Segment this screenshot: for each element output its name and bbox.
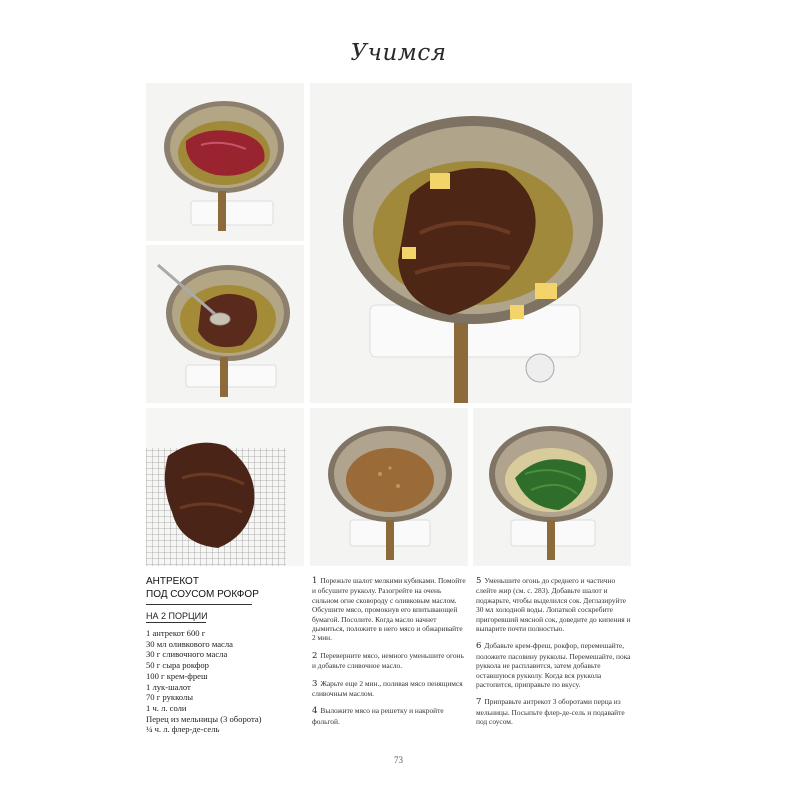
step-7 [476, 697, 632, 726]
title-divider [146, 604, 252, 605]
ingredient-item: 100 г крем-фреш [146, 670, 208, 681]
step-text: Жарьте еще 2 мин., поливая мясо пенящимся сливочным маслом. [312, 678, 463, 699]
ingredient-item: Перец из мельницы (3 оборота) [146, 713, 262, 724]
step-number: 6 [476, 641, 482, 652]
step-number: 7 [476, 697, 482, 708]
step-text: Добавьте крем-фреш, рокфор, перемешайте, положите пасовину рукколы. Перемешайте, пока руккола не расплавится, затем добавьте оставшуюся рукколу. Когда вся руккола растопится, приправьте по вкусу. [476, 641, 631, 690]
step-number: 2 [312, 650, 318, 661]
step-photo-raw-steak [146, 83, 304, 241]
step-number: 5 [476, 576, 482, 586]
ingredient-item: 1 антрекот 600 г [146, 628, 206, 638]
recipe-title [146, 575, 306, 601]
page-number: 73 [394, 755, 403, 765]
page-title: Учимся [350, 40, 447, 66]
ingredient-item: 50 г сыра рокфор [146, 660, 209, 671]
ingredient-item: 1 ч. л. соли [146, 702, 187, 713]
servings-label: НА 2 ПОРЦИИ [146, 611, 208, 621]
step-text: Уменьшите огонь до среднего и частично слейте жир (см. с. 283). Добавьте шалот и поджарьте, чтобы выделился сок. Деглазируйте 30 мл холодной воды. Лопаткой соскребите пригоревший мясной сок, доведите до кипения и выпарите почти полностью. [476, 576, 631, 634]
ingredient-item: 30 мл оливкового масла [146, 638, 233, 649]
step-photo-frying-with-butter [310, 83, 632, 403]
step-4 [312, 706, 468, 726]
ingredient-item: ¼ ч. л. флер-де-сель [146, 724, 220, 735]
servings-divider [146, 622, 206, 623]
step-photo-basting [146, 245, 304, 403]
step-text: Переверните мясо, немного уменьшите огонь и добавьте сливочное масло. [312, 650, 464, 671]
ingredient-item: 30 г сливочного масла [146, 649, 228, 660]
step-5 [476, 576, 632, 633]
step-number: 1 [312, 576, 318, 586]
ingredient-list [146, 628, 306, 735]
ingredient-item: 1 лук-шалот [146, 681, 191, 692]
step-text: Выложите мясо на решетку и накройте фольгой. [312, 706, 444, 726]
steps-column-1 [312, 576, 468, 734]
step-1 [312, 576, 468, 643]
steps-column-2 [476, 576, 632, 735]
step-2 [312, 651, 468, 671]
step-number: 4 [312, 706, 318, 717]
step-photo-sauce-with-arugula [473, 408, 631, 566]
step-6 [476, 641, 632, 689]
recipe-title-line1: АНТРЕКОТ [146, 576, 199, 587]
step-3 [312, 679, 468, 699]
step-text: Порежьте шалот мелкими кубиками. Помойте и обсушите рукколу. Разогрейте на очень сильном огне сковороду с оливковым маслом. Обсушите мясо, промокнув его впитывающей бумагой. Посолите. Когда масло начнет дымиться, положите в него мясо и обжаривайте 2 мин. [312, 576, 466, 643]
ingredient-item: 70 г рукколы [146, 692, 194, 703]
step-number: 3 [312, 678, 318, 689]
recipe-title-line2: ПОД СОУСОМ РОКФОР [146, 589, 259, 600]
step-photo-resting-on-rack [146, 408, 304, 566]
step-photo-deglazing [310, 408, 468, 566]
step-text: Приправьте антрекот 3 оборотами перца из мельницы. Посыпьте флер-де-сель и подавайте под соусом. [476, 697, 625, 727]
